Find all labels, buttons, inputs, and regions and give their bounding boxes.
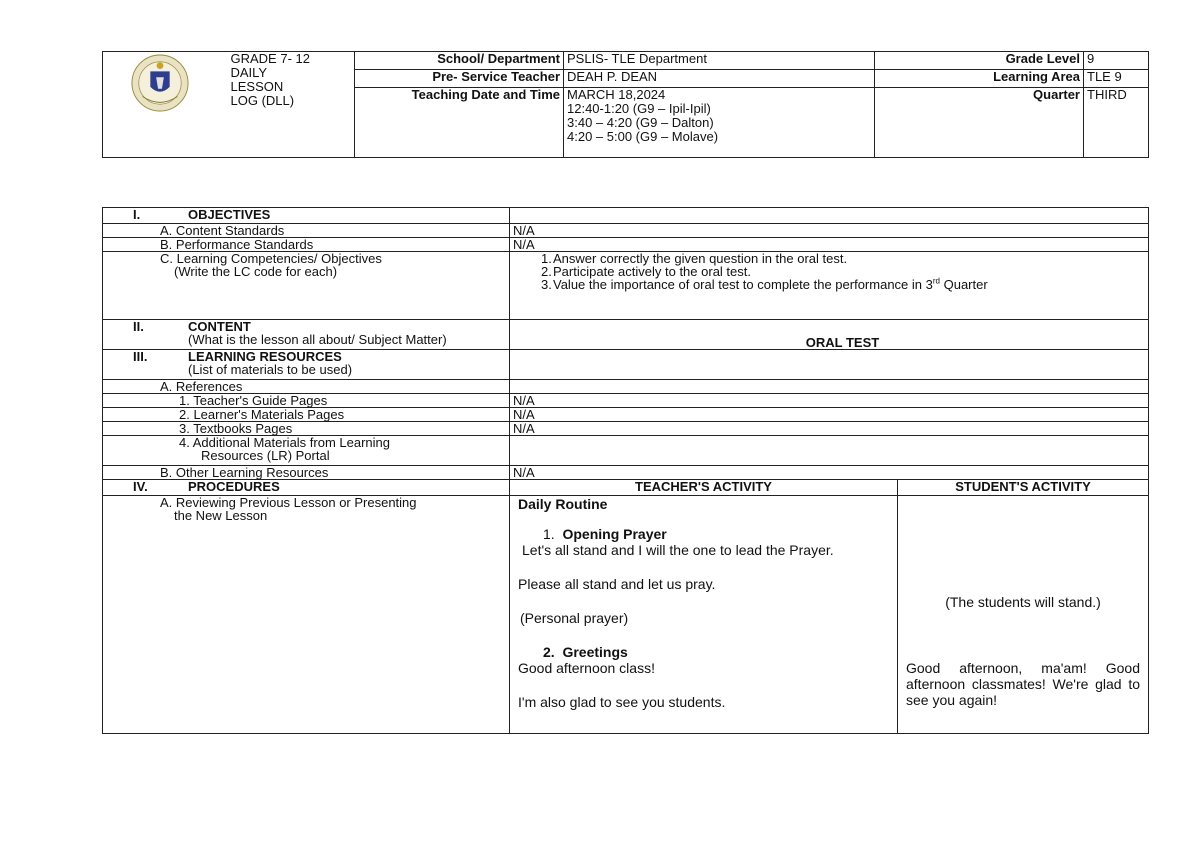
- content-heading: [103, 320, 510, 350]
- greetings-heading: 2. Greetings: [543, 644, 628, 660]
- learners-materials-value: N/A: [510, 408, 1149, 422]
- section-number: III.: [133, 349, 148, 364]
- grade-level-value: 9: [1084, 52, 1149, 70]
- other-resources-value: N/A: [510, 466, 1149, 480]
- competencies-label-cell: [103, 252, 510, 320]
- section-title: LEARNING RESOURCES: [188, 349, 342, 364]
- learning-area-label: Learning Area: [875, 70, 1084, 88]
- teachers-guide-label: 1. Teacher's Guide Pages: [103, 394, 510, 408]
- logo-cell: [103, 52, 226, 158]
- time-line: 4:20 – 5:00 (G9 – Molave): [567, 129, 719, 144]
- student-activity-cell: [898, 496, 1149, 734]
- prayer-line: (Personal prayer): [520, 610, 629, 626]
- competencies-label: C. Learning Competencies/ Objectives: [160, 251, 382, 266]
- resources-sub: (List of materials to be used): [188, 362, 353, 377]
- teacher-value: DEAH P. DEAN: [564, 70, 875, 88]
- section-number: IV.: [133, 479, 148, 494]
- section-title: OBJECTIVES: [188, 207, 271, 222]
- performance-standards-value: N/A: [510, 238, 1149, 252]
- school-label: School/ Department: [355, 52, 564, 70]
- prayer-line: Please all stand and let us pray.: [518, 576, 716, 592]
- doc-type-line: LESSON: [230, 79, 284, 94]
- time-line: 12:40-1:20 (G9 – Ipil-Ipil): [567, 101, 711, 116]
- objective-item: 1. Answer correctly the given question in the oral test.: [541, 251, 848, 266]
- school-value: PSLIS- TLE Department: [564, 52, 875, 70]
- learning-area-value: TLE 9: [1084, 70, 1149, 88]
- objectives-heading: [103, 208, 510, 224]
- teacher-activity-cell: [510, 496, 898, 734]
- opening-prayer-heading: 1. Opening Prayer: [543, 526, 667, 542]
- daily-routine-title: Daily Routine: [518, 496, 608, 512]
- date-line: MARCH 18,2024: [567, 87, 666, 102]
- section-title: CONTENT: [188, 319, 251, 334]
- teachers-guide-value: N/A: [510, 394, 1149, 408]
- additional-materials-label: 4. Additional Materials from Learning Resources (LR) Portal: [103, 436, 510, 466]
- content-sub: (What is the lesson all about/ Subject Matter): [188, 332, 447, 347]
- teacher-label: Pre- Service Teacher: [355, 70, 564, 88]
- content-standards-label: A. Content Standards: [103, 224, 510, 238]
- references-label: A. References: [103, 380, 510, 394]
- resources-heading: [103, 350, 510, 380]
- textbooks-label: 3. Textbooks Pages: [103, 422, 510, 436]
- reviewing-lesson-label: A. Reviewing Previous Lesson or Presenting the New Lesson: [103, 496, 510, 734]
- competencies-list: [510, 252, 1149, 320]
- performance-standards-label: B. Performance Standards: [103, 238, 510, 252]
- section-number: I.: [133, 207, 141, 222]
- header-table: [102, 51, 1149, 158]
- quarter-value: THIRD: [1084, 88, 1149, 158]
- student-greet-text: Good afternoon, ma'am! Good afternoon classmates! We're glad to see you again!: [906, 660, 1140, 708]
- teaching-date-label: Teaching Date and Time: [355, 88, 564, 158]
- student-activity-header: STUDENT'S ACTIVITY: [898, 480, 1149, 496]
- deped-seal-icon: [131, 54, 189, 112]
- doc-type-line: LOG (DLL): [230, 93, 295, 108]
- greeting-line: I'm also glad to see you students.: [518, 694, 726, 710]
- content-standards-value: N/A: [510, 224, 1149, 238]
- objective-item: 2. Participate actively to the oral test.: [541, 264, 751, 279]
- doc-type-line: DAILY: [230, 65, 268, 80]
- lesson-log-table: [102, 207, 1149, 734]
- content-value: ORAL TEST: [510, 320, 1149, 350]
- teaching-date-value: [564, 88, 875, 158]
- doc-type-line: GRADE 7- 12: [230, 51, 310, 66]
- greeting-line: Good afternoon class!: [518, 660, 655, 676]
- section-number: II.: [133, 319, 144, 334]
- procedures-heading: [103, 480, 510, 496]
- section-title: PROCEDURES: [188, 479, 280, 494]
- grade-level-label: Grade Level: [875, 52, 1084, 70]
- doc-type-cell: [226, 52, 355, 158]
- teacher-activity-header: TEACHER'S ACTIVITY: [510, 480, 898, 496]
- other-resources-label: B. Other Learning Resources: [103, 466, 510, 480]
- quarter-label: Quarter: [875, 88, 1084, 158]
- time-line: 3:40 – 4:20 (G9 – Dalton): [567, 115, 714, 130]
- learners-materials-label: 2. Learner's Materials Pages: [103, 408, 510, 422]
- objective-item: 3. Value the importance of oral test to complete the performance in 3rd Quarter: [541, 276, 988, 292]
- prayer-line: Let's all stand and I will the one to lead the Prayer.: [522, 542, 834, 558]
- textbooks-value: N/A: [510, 422, 1149, 436]
- student-stand-text: (The students will stand.): [945, 594, 1101, 610]
- competencies-sub: (Write the LC code for each): [174, 264, 338, 279]
